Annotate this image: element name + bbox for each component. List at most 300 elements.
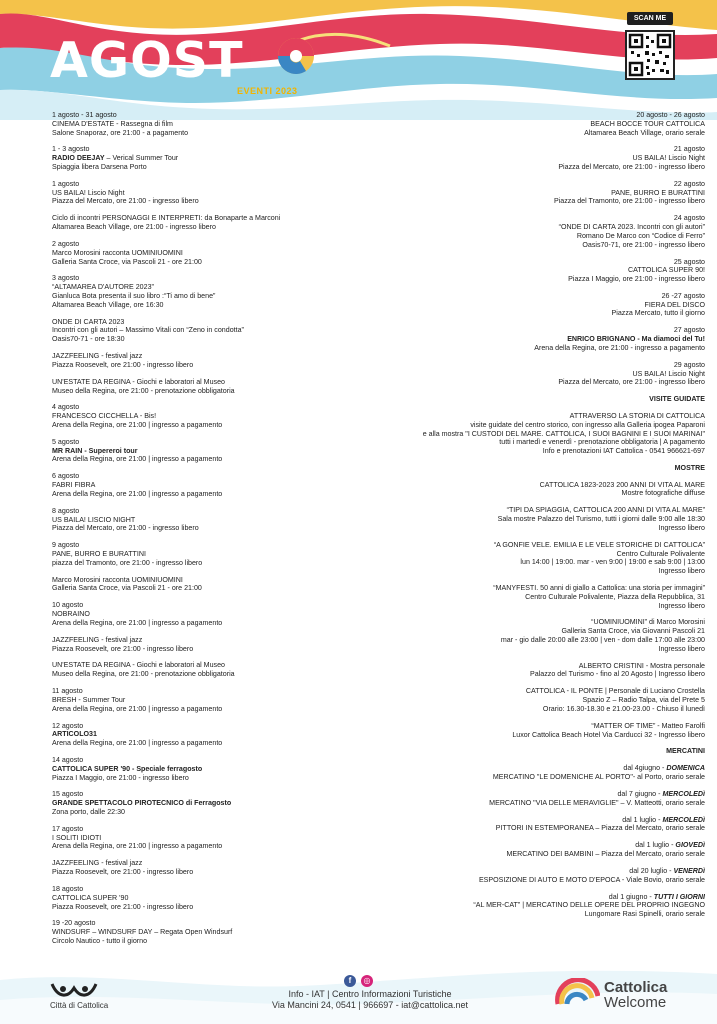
event-line-text: Arena della Regina, ore 21:00 - ingresso a pagamento [534,343,705,352]
event-line-text: Circolo Nautico - tutto il giorno [52,936,148,945]
event-line-text: NOBRAINO [52,610,90,619]
event-line [345,266,705,275]
event-line [345,541,705,550]
event-line-text: dal 7 giugno - [617,789,663,798]
event-line-text: CINEMA D'ESTATE - Rassegna di film [52,119,173,128]
event-line-text: MERCATINO "VIA DELLE MERAVIGLIE" – V. Matteotti, orario serale [489,798,705,807]
event-line-text: Arena della Regina, ore 21:00 | ingresso a pagamento [52,842,223,851]
event-line-text: Museo della Regina, ore 21:00 - prenotazione obbligatoria [52,386,235,395]
event-line [52,601,352,610]
event-line-text: 21 agosto [673,145,705,154]
event-entry [52,790,352,816]
event-line-text: Galleria Santa Croce, via Pascoli 21 - ore 21:00 [52,584,202,593]
event-line [52,687,352,696]
event-line-text: Arena della Regina, ore 21:00 | ingresso a pagamento [52,489,223,498]
event-line [52,765,352,774]
section-heading: MERCATINI [666,747,705,756]
event-line [52,919,352,928]
event-line [52,619,352,628]
event-line [345,618,705,627]
event-line-text: 15 agosto [52,790,84,799]
event-line-text: US BAILA! Liscio Night [52,188,125,197]
event-line-text: MERCATINO "LE DOMENICHE AL PORTO"- al Porto, orario serale [492,772,705,781]
page-subtitle: EVENTI 2023 [237,86,298,96]
event-line-text: FRANCESCO CICCHELLA - Bis! [52,412,157,421]
event-line [52,258,352,267]
event-line-text: 27 agosto [673,326,705,335]
event-line-text: dal 20 luglio - [629,866,674,875]
event-line-text: PANE, BURRO E BURATTINI [52,549,146,558]
event-line-text: 11 agosto [52,687,83,696]
event-entry [345,145,705,171]
event-line [345,773,705,782]
event-line-text: UN'ESTATE DA REGINA - Giochi e laboratori al Museo [52,661,225,670]
info-line-2: Via Mancini 24, 0541 | 966697 - iat@cattolica.net [272,1000,468,1010]
cattolica-welcome-line1: Cattolica [604,979,668,996]
event-line [52,756,352,765]
event-line [345,129,705,138]
event-line-text: Piazza del Mercato, ore 21:00 - ingresso libero [558,378,705,387]
event-line [52,696,352,705]
event-line-text: PANE, BURRO E BURATTINI [611,188,705,197]
event-line [52,774,352,783]
event-entry [52,576,352,594]
event-line-text: CATTOLICA - IL PONTE | Personale di Luciano Crostella [525,687,705,696]
event-entry [345,722,705,740]
event-entry [52,859,352,877]
event-line-text: 12 agosto [52,721,84,730]
event-line [345,197,705,206]
event-line-text: 1 agosto - 31 agosto [52,111,117,119]
facebook-icon[interactable]: f [344,975,356,987]
event-line [345,421,705,430]
event-entry [345,893,705,919]
event-entry [52,180,352,206]
event-line [345,326,705,335]
event-line [52,859,352,868]
event-line-text: Piazza I Maggio, ore 21:00 - ingresso libero [568,275,705,283]
event-line-text: Ingresso libero [658,601,705,610]
event-line [52,937,352,946]
event-entry [52,240,352,266]
event-entry [52,507,352,533]
event-line-rest: – Verical Summer Tour [104,154,179,163]
event-line [345,344,705,353]
event-line-text: US BAILA! Liscio Night [632,369,705,378]
event-line-text: dal 1 giugno - [608,892,654,901]
event-entry [52,403,352,429]
event-line-day: DOMENICA [666,764,705,773]
event-line [345,241,705,250]
event-line-text: Arena della Regina, ore 21:00 | ingresso a pagamento [52,455,223,464]
event-line-text: Incontri con gli autori – Massimo Vitali con “Zeno in condotta” [52,326,244,335]
event-line [345,481,705,490]
event-entry [345,412,705,456]
event-line-text: 25 agosto [673,257,705,266]
event-line-text: Spazio Z – Radio Talpa, via del Prete 5 [582,696,705,705]
event-line-text: Centro Culturale Polivalente, Piazza della Repubblica, 31 [525,592,705,601]
event-line [52,636,352,645]
event-line-text: Gianluca Bota presenta il suo libro :“Ti amo di bene” [52,291,216,300]
event-line [52,894,352,903]
cattolica-welcome-line2: Welcome [604,994,667,1011]
event-line [345,223,705,232]
event-line-text: CATTOLICA SUPER 90! [627,266,705,275]
event-line-text: JAZZFEELING - festival jazz [52,635,143,644]
event-line-text: Sala mostre Palazzo del Turismo, tutti i giorni dalle 9:00 alle 18:30 [497,515,705,524]
event-line-day: GIOVEDì [675,841,705,850]
event-entry [345,481,705,499]
event-line-text: 3 agosto [52,274,80,283]
event-line [345,876,705,885]
event-line [52,928,352,937]
event-line-text: Oasis70-71, ore 21:00 - ingresso libero [582,240,705,249]
event-line [345,361,705,370]
event-line [345,731,705,740]
event-line-text: Museo della Regina, ore 21:00 - prenotazione obbligatoria [52,670,235,679]
event-line-text: Spiaggia libera Darsena Porto [52,162,147,171]
event-line-text: MERCATINO DEI BAMBINI – Piazza del Mercato, orario serale [506,850,705,858]
event-entry [52,636,352,654]
event-line-text: CATTOLICA SUPER '90 - Speciale ferragosto [52,764,203,773]
event-line-text: “AL MER-CAT” | MERCATINO DELLE OPERE DEL PROPRIO INGEGNO [473,901,705,910]
event-line-text: 10 agosto [52,601,84,610]
event-line-text: ATTRAVERSO LA STORIA DI CATTOLICA [569,412,705,420]
event-line [345,430,705,439]
left-events-column [52,111,352,954]
event-line [345,636,705,645]
event-line [345,627,705,636]
event-line [345,567,705,576]
event-line [52,516,352,525]
event-line [345,893,705,902]
event-line [345,645,705,654]
right-events-column [345,111,705,927]
event-line [345,180,705,189]
event-entry [52,722,352,748]
event-line [345,722,705,731]
event-line-text: 29 agosto [673,360,705,369]
event-line-text: Luxor Cattolica Beach Hotel Via Carducci 32 - Ingresso libero [512,730,705,739]
event-line [345,120,705,129]
event-entry [345,867,705,885]
event-line-text: ENRICO BRIGNANO - Ma diamoci del Tu! [567,335,705,344]
event-line [52,326,352,335]
event-entry [345,764,705,782]
swirl-o-icon [278,38,314,74]
event-entry [52,214,352,232]
event-line [52,447,352,456]
event-entry [52,438,352,464]
event-line-text: “A GONFIE VELE. EMILIA E LE VELE STORICHE DI CATTOLICA” [493,540,705,549]
event-line [52,559,352,568]
event-line [52,214,352,223]
event-line-text: Arena della Regina, ore 21:00 | ingresso a pagamento [52,618,223,627]
event-line-text: Arena della Regina, ore 21:00 | ingresso a pagamento [52,704,223,713]
event-line [52,645,352,654]
event-line [52,129,352,138]
event-entry [345,111,705,137]
event-line [345,378,705,387]
event-line-text: 2 agosto [52,240,80,248]
event-line [345,593,705,602]
event-line [345,214,705,223]
event-line-text: 24 agosto [673,214,705,223]
event-line [52,438,352,447]
event-line-text: “UOMINIUOMINI” di Marco Morosini [591,618,705,627]
event-line-text: Piazza Roosevelt, ore 21:00 - ingresso libero [52,902,194,911]
event-line-day: TUTTI I GIORNI [653,892,705,901]
event-line-day: VENERDì [673,866,705,875]
event-line [52,481,352,490]
event-line-text: JAZZFEELING - festival jazz [52,859,143,868]
event-line [345,189,705,198]
event-entry [345,662,705,680]
event-line-text: ARTICOLO31 [52,730,97,739]
event-entry [52,472,352,498]
event-line [52,610,352,619]
event-line-text: UN'ESTATE DA REGINA - Giochi e laboratori al Museo [52,377,225,386]
event-entry [52,825,352,851]
event-line [52,885,352,894]
event-line-text: 6 agosto [52,472,80,481]
event-line-text: I SOLITI IDIOTI [52,833,102,842]
event-line-text: 1 - 3 agosto [52,145,90,154]
event-line [345,145,705,154]
event-line [345,154,705,163]
event-line [52,120,352,129]
event-line [345,867,705,876]
event-line [345,662,705,671]
event-line-text: 1 agosto [52,179,80,188]
instagram-icon[interactable]: ◎ [361,975,373,987]
event-line [345,841,705,850]
event-line-text: BRESH - Summer Tour [52,695,126,704]
event-line [52,163,352,172]
event-line [52,550,352,559]
event-entry [52,601,352,627]
event-line [345,309,705,318]
event-line-text: piazza del Tramonto, ore 21:00 - ingresso libero [52,558,203,567]
event-entry [345,214,705,249]
event-line [345,764,705,773]
event-line [52,524,352,533]
event-line-text: JAZZFEELING - festival jazz [52,352,143,361]
event-line [52,240,352,249]
event-entry [52,687,352,713]
event-line-text: Orario: 16.30-18.30 e 21.00-23.00 - Chiuso il lunedì [542,704,705,713]
event-line-text: Ingresso libero [658,644,705,653]
event-entry [52,661,352,679]
event-line [52,507,352,516]
event-line-text: Piazza del Mercato, ore 21:00 - ingresso libero [52,524,199,533]
event-entry [345,816,705,834]
event-line [52,584,352,593]
event-line-text: 26 -27 agosto [661,291,705,300]
event-line [52,842,352,851]
event-line [52,739,352,748]
event-entry [52,145,352,171]
event-line-text: 19 -20 agosto [52,919,96,928]
event-line [345,696,705,705]
event-entry [345,506,705,532]
event-entry [52,274,352,309]
event-line-text: tutti i martedì e venerdì - prenotazione obbligatoria | A pagamento [499,438,705,447]
event-line-text: 20 agosto - 26 agosto [636,111,705,119]
event-line [345,412,705,421]
event-line [345,258,705,267]
event-line-text: Lungomare Rasi Spinelli, orario serale [584,910,705,919]
event-line [52,576,352,585]
event-line-text: Altamarea Beach Village, orario serale [584,128,705,137]
event-line [345,790,705,799]
event-line [52,705,352,714]
event-line [52,421,352,430]
event-line-day: MERCOLEDì [662,789,705,798]
header-banner [0,0,717,120]
event-line [52,834,352,843]
event-line [52,292,352,301]
event-line-text: GRANDE SPETTACOLO PIROTECNICO di Ferragosto [52,799,232,808]
event-line-text: Piazza Roosevelt, ore 21:00 - ingresso libero [52,644,194,653]
event-entry [52,318,352,344]
event-line-text: “MANYFESTI. 50 anni di giallo a Cattolica: una storia per immagini” [493,584,705,592]
event-line [52,661,352,670]
event-line-text: Piazza I Maggio, ore 21:00 - ingresso libero [52,773,189,782]
event-line-text: US BAILA! LISCIO NIGHT [52,515,136,524]
event-line [345,506,705,515]
event-entry [345,180,705,206]
event-line-text: Galleria Santa Croce, via Giovanni Pascoli 21 [561,627,705,636]
event-entry [52,756,352,782]
event-line [345,799,705,808]
event-line [52,472,352,481]
event-line [345,850,705,859]
event-entry [52,378,352,396]
info-block [230,989,510,1011]
citta-di-cattolica-label: Città di Cattolica [50,1001,109,1010]
event-line [52,722,352,731]
event-line [52,541,352,550]
event-line-text: PITTORI IN ESTEMPORANEA – Piazza del Mercato, orario serale [495,824,705,833]
event-line [345,335,705,344]
event-line-text: Piazza Mercato, tutto il giorno [611,309,705,318]
event-line [345,670,705,679]
event-line [52,412,352,421]
event-line-text: Salone Snaporaz, ore 21:00 - a pagamento [52,128,189,137]
event-line [52,799,352,808]
event-line-text: Altamarea Beach Village, ore 21:00 - ingresso libero [52,223,216,232]
event-line [52,790,352,799]
event-line-text: ONDE DI CARTA 2023 [52,317,125,326]
event-line-text: Marco Morosini racconta UOMINIUOMINI [52,248,183,257]
info-line-1: Info - IAT | Centro Informazioni Turistiche [288,989,452,999]
event-line-text: “ONDE DI CARTA 2023. Incontri con gli autori” [558,223,705,232]
event-line [52,274,352,283]
event-line-text: MR RAIN - Supereroi tour [52,446,138,455]
event-line [345,292,705,301]
event-line [52,197,352,206]
event-line-text: Mostre fotografiche diffuse [621,489,705,498]
event-line-text: 14 agosto [52,756,84,764]
event-line [52,490,352,499]
event-entry [345,790,705,808]
event-line-text: Piazza Roosevelt, ore 21:00 - ingresso libero [52,868,194,877]
event-line [52,180,352,189]
event-line [345,901,705,910]
event-line [52,361,352,370]
event-line-text: Piazza Roosevelt, ore 21:00 - ingresso libero [52,360,194,369]
event-line [52,387,352,396]
event-line-text: 17 agosto [52,824,84,833]
event-line [345,910,705,919]
qr-code-icon[interactable] [625,30,675,80]
event-line [52,730,352,739]
section-heading: VISITE GUIDATE [649,395,705,404]
event-line-text: ALBERTO CRISTINI - Mostra personale [578,661,705,670]
event-line [345,816,705,825]
event-line-text: CATTOLICA 1823-2023 200 ANNI DI VITA AL MARE [539,480,705,489]
event-line [52,352,352,361]
event-line [52,301,352,310]
event-line-text: 4 agosto [52,403,80,412]
event-line-text: Arena della Regina, ore 21:00 | ingresso a pagamento [52,420,223,429]
event-line [52,223,352,232]
event-line-text: 9 agosto [52,541,80,550]
event-line-day: MERCOLEDì [662,815,705,824]
event-line [52,670,352,679]
event-entry [345,687,705,713]
event-line [345,524,705,533]
event-line [345,370,705,379]
event-line-text: Oasis70-71 - ore 18:30 [52,335,125,344]
event-line [345,163,705,172]
event-line-text: Centro Culturale Polivalente [616,549,705,558]
event-line-text: mar - gio dalle 20:00 alle 23:00 | ven - dom dalle 17:00 alle 23:00 [500,635,705,644]
event-line [345,275,705,284]
event-line-text: 22 agosto [673,179,705,188]
event-line [52,403,352,412]
event-line [52,455,352,464]
event-line-text: FIERA DEL DISCO [644,300,705,309]
event-line-text: ESPOSIZIONE DI AUTO E MOTO D'EPOCA - Viale Bovio, orario serale [478,875,705,884]
event-line-text: dal 1 luglio - [635,841,676,850]
event-line-text: Piazza del Mercato, ore 21:00 - ingresso libero [52,197,199,206]
event-line-text: “ALTAMAREA D'AUTORE 2023” [52,283,154,292]
event-line [345,705,705,714]
event-entry [52,352,352,370]
event-line-text: Piazza del Mercato, ore 21:00 - ingresso libero [558,162,705,171]
event-line [52,154,352,163]
event-line-text: Romano De Marco con “Codice di Ferro” [576,231,705,240]
event-line-text: Ciclo di incontri PERSONAGGI E INTERPRETI: da Bonaparte a Marconi [52,214,281,223]
event-entry [345,541,705,576]
event-line [345,111,705,120]
event-entry [345,841,705,859]
event-line [52,808,352,817]
event-line-text: 8 agosto [52,506,80,515]
citta-di-cattolica-logo-icon [50,980,98,1000]
scan-me-label: SCAN ME [627,12,673,25]
event-line-text: visite guidate del centro storico, con ingresso alla Galleria ipogea Paparoni [470,420,705,429]
event-line-text: Ingresso libero [658,523,705,532]
event-line [345,489,705,498]
event-line [345,602,705,611]
event-line [345,558,705,567]
event-line [52,868,352,877]
event-line-text: dal 1 luglio - [622,815,663,824]
event-entry [345,326,705,352]
